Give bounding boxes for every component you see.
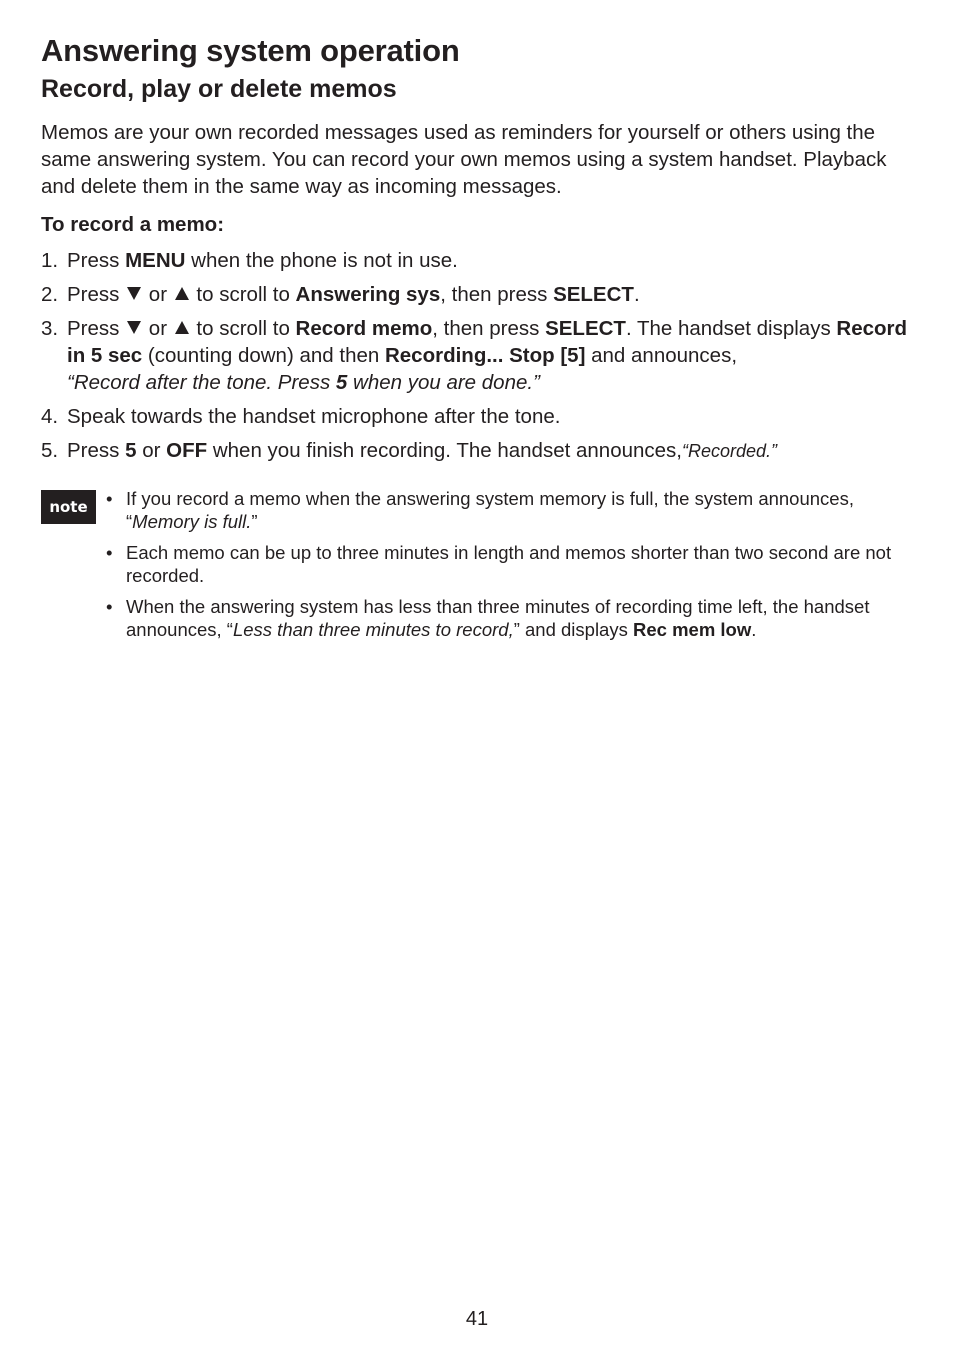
step-number: 4. bbox=[41, 405, 59, 428]
step-2: 2. Press or to scroll to Answering sys, then press SELECT. bbox=[41, 283, 640, 306]
step-number: 5. bbox=[41, 439, 59, 462]
up-arrow-icon bbox=[175, 321, 189, 334]
step-1: 1. Press MENU when the phone is not in use. bbox=[41, 249, 458, 272]
step-number: 1. bbox=[41, 249, 59, 272]
down-arrow-icon bbox=[127, 321, 141, 334]
steps-list bbox=[41, 247, 921, 472]
note-badge: note bbox=[41, 490, 96, 524]
section-title: Record, play or delete memos bbox=[41, 75, 397, 103]
note-item: • Each memo can be up to three minutes in length and memos shorter than two second are not recorded. bbox=[106, 542, 892, 586]
up-arrow-icon bbox=[175, 287, 189, 300]
intro-paragraph: Memos are your own recorded messages used as reminders for yourself or others using the same answering system. You can record your own memos using a system handset. Playback and delete them in the same way as incoming messages. bbox=[41, 121, 887, 198]
step-number: 2. bbox=[41, 283, 59, 306]
bullet-icon: • bbox=[106, 488, 113, 509]
note-item: • When the answering system has less than three minutes of recording time left, the handset announces, “Less than three minutes to record,” and displays Rec mem low. bbox=[106, 596, 870, 640]
page-title: Answering system operation bbox=[41, 33, 460, 68]
procedure-heading: To record a memo: bbox=[41, 213, 225, 236]
step-3: 3. Press or to scroll to Record memo, then press SELECT. The handset displays Record in 5 sec (counting down) and then Recording... Stop [5] and announces, “Record after the tone. Press 5 when you are done.” bbox=[41, 317, 908, 394]
step-4: 4. Speak towards the handset microphone after the tone. bbox=[41, 405, 561, 428]
step-5: 5. Press 5 or OFF when you finish recording. The handset announces,“Recorded.” bbox=[41, 439, 778, 462]
notes-list bbox=[104, 487, 914, 649]
down-arrow-icon bbox=[127, 287, 141, 300]
page-number: 41 bbox=[465, 1308, 489, 1330]
bullet-icon: • bbox=[106, 596, 113, 617]
bullet-icon: • bbox=[106, 542, 113, 563]
note-item: • If you record a memo when the answering system memory is full, the system announces, “Memory is full.” bbox=[106, 488, 854, 532]
step-number: 3. bbox=[41, 317, 59, 340]
key-menu: MENU bbox=[125, 249, 186, 272]
